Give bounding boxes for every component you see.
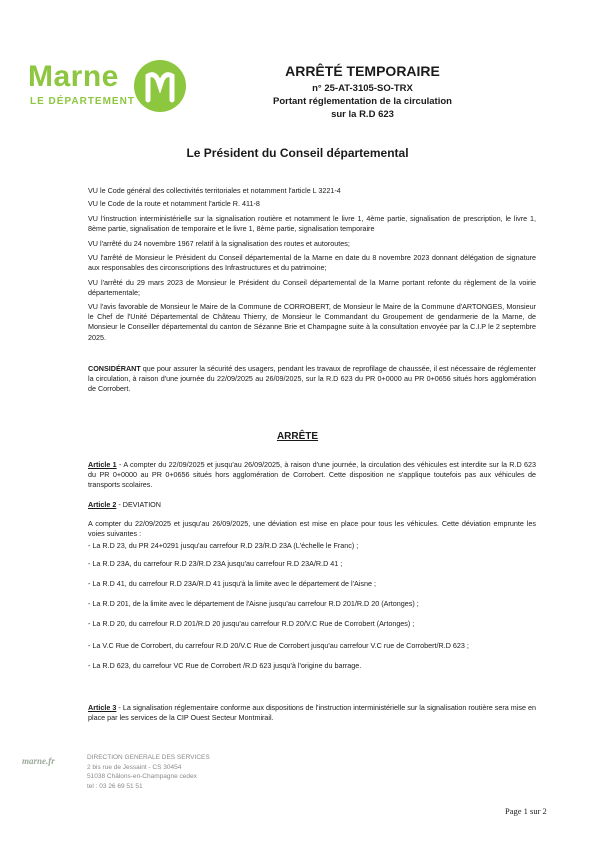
considerant-label: CONSIDÉRANT (88, 364, 141, 373)
vu-paragraph: VU l'arrêté du 24 novembre 1967 relatif à la signalisation des routes et autoroutes; (88, 239, 350, 248)
deviation-item: - La R.D 41, du carrefour R.D 23A/R.D 41 jusqu'à la limite avec le département de l'Aisne ; (88, 579, 376, 588)
article-3-label: Article 3 (88, 703, 117, 712)
article-1-label: Article 1 (88, 460, 117, 469)
article-2-title: - DEVIATION (116, 500, 161, 509)
document-title: ARRÊTÉ TEMPORAIRE (285, 63, 440, 79)
deviation-item: - La R.D 23A, du carrefour R.D 23/R.D 23A jusqu'au carrefour R.D 23A/R.D 41 ; (88, 559, 343, 568)
page-number: Page 1 sur 2 (505, 806, 547, 816)
deviation-item: - La R.D 20, du carrefour R.D 201/R.D 20 jusqu'au carrefour R.D 20/V.C Rue de Corrobert (Artonges) ; (88, 619, 415, 628)
article-1-text: - A compter du 22/09/2025 et jusqu'au 26/09/2025, à raison d'une journée, la circulation des véhicules est interdite sur la R.D 623 du PR 0+0000 au PR 0+0656 situés hors agglomération de Corrobert. Cette disposition ne s'applique toutefois pas aux véhicules de transports scolaires. (88, 460, 536, 490)
considerant-paragraph (88, 364, 536, 395)
article-1 (88, 460, 536, 491)
document-number: n° 25-AT-3105-SO-TRX (312, 83, 413, 94)
article-3 (88, 703, 536, 723)
footer-line: tel : 03 26 69 51 51 (87, 782, 143, 790)
vu-paragraph: VU le Code général des collectivités territoriales et notamment l'article L 3221-4 (88, 186, 341, 195)
article-2-intro: A compter du 22/09/2025 et jusqu'au 26/09/2025, une déviation est mise en place pour tous les véhicules. Cette déviation emprunte les voies suivantes : (88, 519, 536, 539)
deviation-item: - La R.D 201, de la limite avec le département de l'Aisne jusqu'au carrefour R.D 201/R.D 20 (Artonges) ; (88, 599, 419, 608)
footer-brand: marne.fr (22, 756, 55, 766)
deviation-item: - La R.D 23, du PR 24+0291 jusqu'au carrefour R.D 23/R.D 23A (L'échelle le Franc) ; (88, 541, 359, 550)
article-2-heading (88, 500, 536, 510)
vu-paragraph: VU l'avis favorable de Monsieur le Maire de la Commune de CORROBERT, de Monsieur le Maire de la Commune d'ARTONGES, Monsieur le Chef de l'Unité Départemental de Château Thierry, de Monsieur le Commandant du Groupement de gendarmerie de la Marne, de Monsieur le Conseiller départemental du canton de Sézanne Brie et Champagne suite à la consultation envoyée par la C.I.P le 2 septembre 2025. (88, 302, 536, 342)
considerant-text: que pour assurer la sécurité des usagers, pendant les travaux de reprofilage de chaussée, il est nécessaire de réglementer la circulation, à raison d'une journée du 22/09/2025 au 26/09/2025, sur la R.D 623 du PR 0+0000 au PR 0+0656 situés hors agglomération de Corrobert. (88, 364, 536, 394)
logo-emblem-icon (134, 60, 186, 112)
vu-paragraph: VU l'arrêté du 29 mars 2023 de Monsieur le Président du Conseil départemental de la Marne portant refonte du règlement de la voirie départementale; (88, 278, 536, 298)
marne-logo (28, 60, 198, 115)
document-road: sur la R.D 623 (331, 109, 394, 120)
footer-line: 51038 Châlons-en-Champagne cedex (87, 773, 197, 780)
deviation-item: - La R.D 623, du carrefour VC Rue de Corrobert /R.D 623 jusqu'à l'origine du barrage. (88, 661, 362, 670)
document-subject: Portant réglementation de la circulation (273, 96, 452, 107)
footer-address (22, 753, 282, 798)
footer-line: DIRECTION GENERALE DES SERVICES (87, 754, 210, 761)
vu-paragraph: VU l'arrêté de Monsieur le Président du Conseil départemental de la Marne en date du 8 novembre 2023 donnant délégation de signature aux responsables des circonscriptions des Infrastructures et du patrimoine; (88, 253, 536, 273)
article-2-label: Article 2 (88, 500, 117, 509)
logo-subtitle: LE DÉPARTEMENT (30, 96, 135, 107)
vu-paragraph: VU le Code de la route et notamment l'article R. 411-8 (88, 199, 260, 208)
vu-paragraph: VU l'instruction interministérielle sur la signalisation routière et notamment le livre 1, 4ème partie, signalisation de prescription, le livre 1, 8ème partie, signalisation de temporaire et le livre 1, 8ème partie, signalisation temporaire (88, 214, 536, 234)
footer-line: 2 bis rue de Jessaint - CS 30454 (87, 763, 182, 771)
article-3-text: - La signalisation réglementaire conforme aux dispositions de l'instruction interministérielle sur la signalisation routière sera mise en place par les services de la CIP Ouest Secteur Montmirail. (88, 703, 536, 723)
footer-lines (87, 753, 210, 791)
deviation-item: - La V.C Rue de Corrobert, du carrefour R.D 20/V.C Rue de Corrobert jusqu'au carrefour V.C rue de Corrobert/R.D 623 ; (88, 641, 469, 650)
arrete-heading: ARRÊTE (276, 431, 319, 442)
president-heading: Le Président du Conseil départemental (186, 146, 409, 160)
logo-wordmark: Marne (28, 60, 119, 93)
